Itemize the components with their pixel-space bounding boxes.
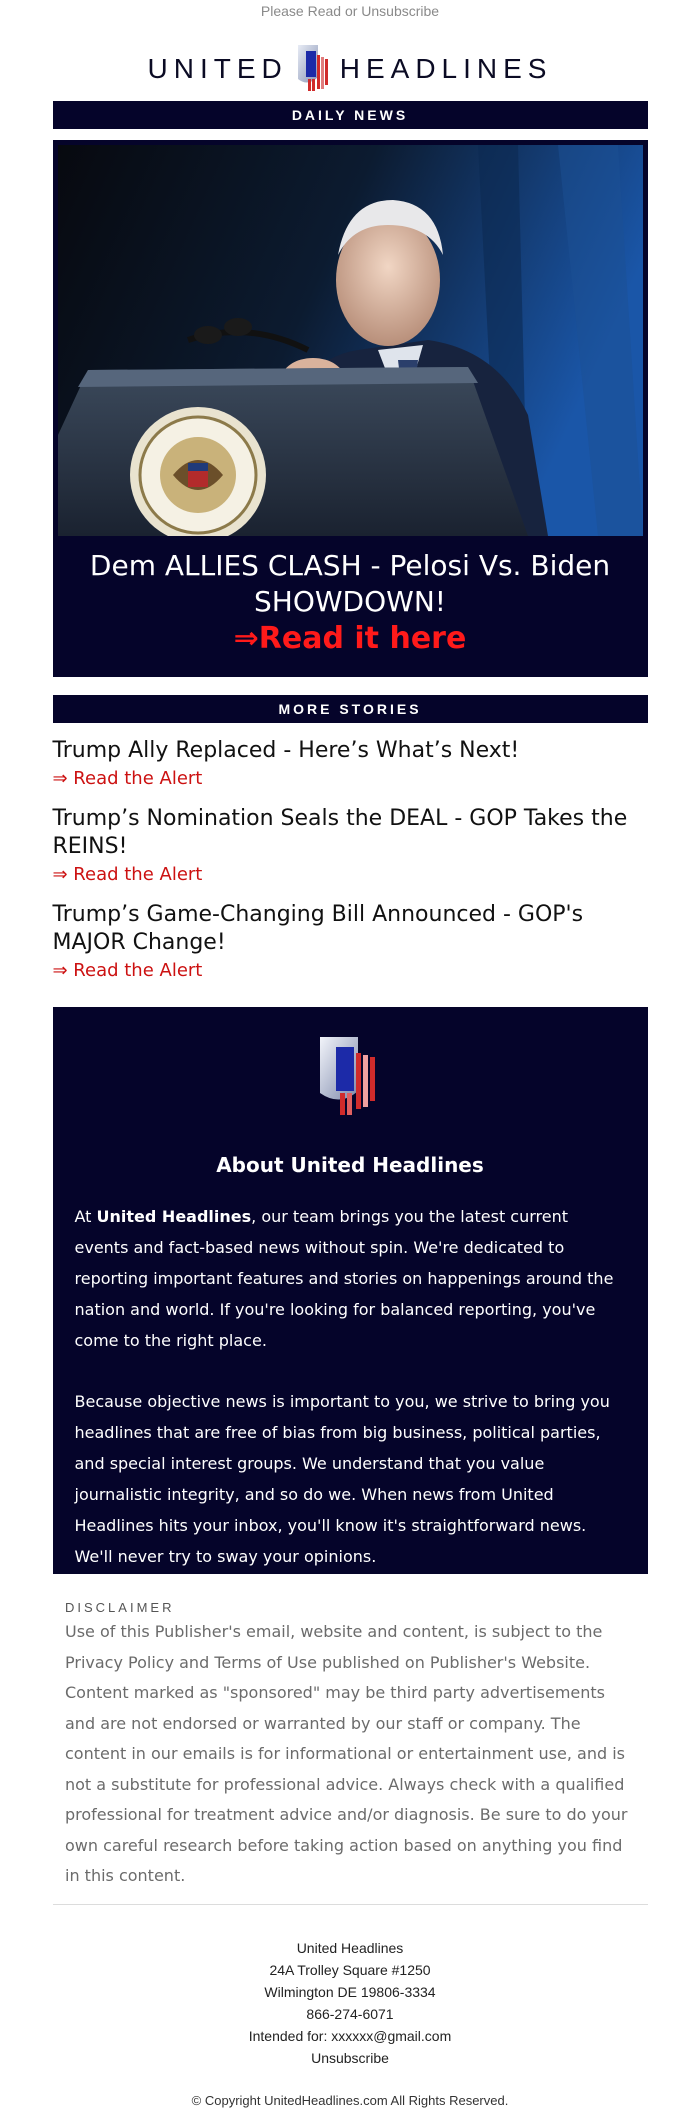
hero-headline[interactable]: Dem ALLIES CLASH - Pelosi Vs. Biden SHOWDOWN! — [89, 549, 611, 618]
about-brand: United Headlines — [96, 1207, 252, 1226]
speaker-at-podium-photo[interactable] — [58, 145, 643, 536]
about-text — [75, 1201, 626, 1572]
unsubscribe-link[interactable]: Unsubscribe — [311, 2049, 389, 2066]
footer — [0, 1937, 700, 2069]
story-read-link[interactable]: ⇒ Read the Alert — [52, 864, 203, 885]
footer-company: United Headlines — [296, 1939, 404, 1956]
copyright: © Copyright UnitedHeadlines.com All Rights Reserved. — [191, 2092, 509, 2108]
daily-news-bar — [53, 101, 648, 129]
story-read-link[interactable]: ⇒ Read the Alert — [52, 768, 203, 789]
logo-word-left: UNITED — [147, 53, 288, 84]
more-stories-bar — [53, 695, 648, 723]
divider — [53, 1904, 648, 1905]
story-title[interactable]: Trump’s Game-Changing Bill Announced - GOP's MAJOR Change! — [52, 902, 584, 955]
footer-address-line-1: 24A Trolley Square #1250 — [269, 1961, 431, 1978]
disclaimer-section — [65, 1600, 635, 1892]
about-p1-prefix: At — [74, 1207, 97, 1226]
footer-address-line-2: Wilmington DE 19806-3334 — [264, 1983, 436, 2000]
read-or-unsubscribe-link[interactable] — [0, 0, 700, 27]
disclaimer-heading: DISCLAIMER — [65, 1600, 175, 1615]
about-paragraph-1 — [75, 1201, 626, 1356]
read-or-unsubscribe-text[interactable]: Please Read or Unsubscribe — [260, 3, 440, 19]
shield-flag-icon — [318, 1035, 382, 1117]
about-p1-rest: , our team brings you the latest current events and fact-based news without spin. We're dedicated to reporting important features and stories on happenings around the nation and world. If you're looking for balanced reporting, you've come to the right place. — [74, 1207, 614, 1350]
story-title[interactable]: Trump Ally Replaced - Here’s What’s Next! — [52, 738, 520, 763]
brand-logo[interactable] — [0, 37, 700, 101]
shield-flag-icon — [296, 43, 332, 95]
story-item[interactable] — [53, 901, 648, 983]
story-read-link[interactable]: ⇒ Read the Alert — [52, 960, 203, 981]
story-title[interactable]: Trump’s Nomination Seals the DEAL - GOP Takes the REINS! — [52, 806, 628, 859]
disclaimer-body: Use of this Publisher's email, website and content, is subject to the Privacy Policy and Terms of Use published on Publisher's Website. Content marked as "sponsored" may be third party advertisements and are not endorsed or warranted by our staff or company. The content in our emails is for informational or entertainment use, and is not a substitute for professional advice. Always check with a qualified professional for treatment advice and/or diagnosis. Be sure to do your own careful research before taking action based on anything you find in this content. — [65, 1622, 628, 1885]
footer-intended-for: Intended for: xxxxxx@gmail.com — [248, 2027, 452, 2044]
daily-news-label: DAILY NEWS — [291, 107, 409, 123]
logo-word-right: HEADLINES — [339, 53, 553, 84]
hero-story[interactable] — [53, 140, 648, 677]
story-item[interactable] — [53, 805, 648, 887]
about-title: About United Headlines — [216, 1153, 484, 1177]
hero-read-link[interactable]: ⇒Read it here — [233, 621, 467, 656]
footer-phone: 866-274-6071 — [306, 2005, 394, 2022]
about-section — [53, 1007, 648, 1574]
more-stories-label: MORE STORIES — [278, 701, 422, 717]
story-item[interactable] — [53, 737, 648, 791]
about-paragraph-2: Because objective news is important to you, we strive to bring you headlines that are free of bias from big business, political parties, and special interest groups. We understand that you value journalistic integrity, and so do we. When news from United Headlines hits your inbox, you'll know it's straightforward news. We'll never try to sway your opinions. — [74, 1392, 610, 1566]
